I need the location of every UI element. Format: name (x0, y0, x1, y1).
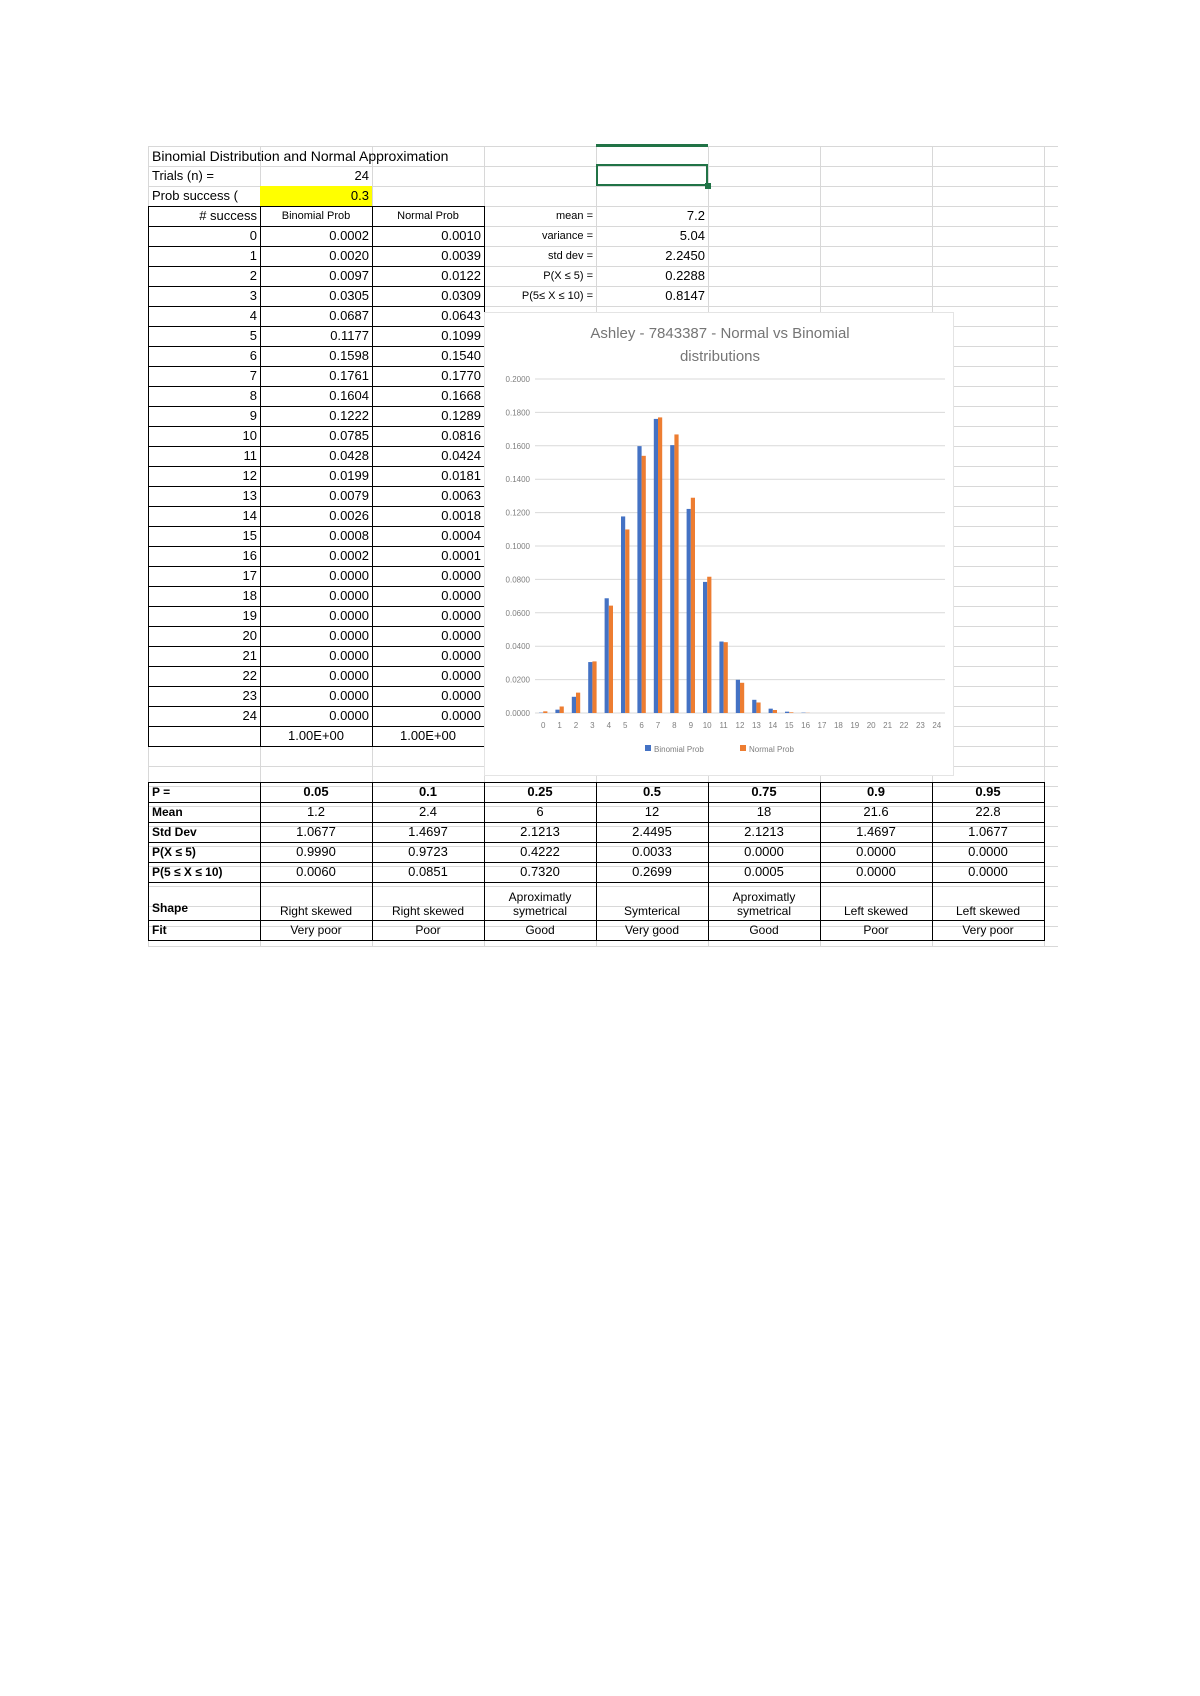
summary-row-label: Fit (152, 923, 167, 937)
summary-value: 1.4697 (408, 824, 448, 839)
y-tick-label: 0.1400 (505, 475, 530, 485)
normal-bar (707, 577, 711, 713)
success-count: 13 (242, 488, 257, 503)
summary-value: Poor (415, 923, 441, 937)
summary-value: 1.4697 (856, 824, 896, 839)
success-count: 0 (249, 228, 257, 243)
success-count: 19 (242, 608, 257, 623)
x-tick-label: 4 (606, 721, 612, 730)
success-count: 2 (249, 268, 257, 283)
summary-value: 0.75 (751, 784, 777, 799)
success-count: 23 (242, 688, 257, 703)
summary-value: 1.0677 (968, 824, 1008, 839)
normal-bar (691, 498, 695, 713)
success-count: 11 (243, 448, 257, 463)
summary-row-label: P(X ≤ 5) (152, 845, 196, 859)
success-count: 14 (242, 508, 257, 523)
success-count: 6 (249, 348, 257, 363)
chart-title: distributions (679, 348, 761, 365)
normal-prob: 0.0000 (441, 628, 481, 643)
normal-prob: 0.0018 (441, 508, 481, 523)
normal-prob: 0.0000 (441, 648, 481, 663)
x-tick-label: 21 (883, 721, 893, 730)
summary-value: 0.0000 (968, 844, 1008, 859)
x-tick-label: 13 (751, 721, 761, 730)
binomial-bar (572, 697, 576, 713)
success-count: 15 (242, 528, 257, 543)
summary-value: 2.4495 (632, 824, 672, 839)
x-tick-label: 11 (719, 721, 728, 730)
summary-value: 0.25 (527, 784, 553, 799)
summary-value: Aproximatly symetrical (732, 890, 796, 918)
header-binomial: Binomial Prob (281, 210, 351, 222)
stat-value: 5.04 (679, 228, 705, 243)
binomial-prob: 0.0026 (329, 508, 369, 523)
y-tick-label: 0.1800 (505, 408, 530, 418)
stat-label: mean = (556, 210, 593, 222)
summary-value: 0.0005 (744, 864, 784, 879)
binomial-prob: 0.1598 (329, 348, 369, 363)
summary-value: 0.0000 (856, 844, 896, 859)
normal-prob: 0.1099 (441, 328, 481, 343)
binomial-bar (654, 419, 658, 713)
fill-handle[interactable] (705, 183, 711, 189)
summary-value: 2.4 (418, 804, 438, 819)
normal-prob: 0.0000 (441, 608, 481, 623)
success-count: 21 (242, 648, 257, 663)
binomial-bar (703, 582, 707, 713)
summary-value: 0.0033 (632, 844, 672, 859)
stat-label: variance = (541, 230, 593, 242)
normal-prob: 0.0063 (441, 488, 481, 503)
x-tick-label: 3 (590, 721, 595, 730)
binomial-bar (752, 700, 756, 713)
binomial-bar (785, 712, 789, 713)
summary-value: Left skewed (843, 904, 909, 918)
success-count: 10 (242, 428, 257, 443)
y-tick-label: 0.0400 (505, 642, 530, 652)
column-header-indicator (596, 144, 708, 147)
summary-value: 22.8 (975, 804, 1001, 819)
success-count: 20 (242, 628, 257, 643)
x-tick-label: 24 (932, 721, 942, 730)
normal-prob: 0.0010 (441, 228, 481, 243)
binomial-prob: 0.0000 (329, 708, 369, 723)
x-tick-label: 15 (784, 721, 794, 730)
binomial-prob: 0.0305 (329, 288, 369, 303)
y-tick-label: 0.1600 (505, 441, 530, 451)
y-tick-label: 0.0200 (505, 675, 530, 685)
header-normal: Normal Prob (397, 210, 459, 222)
summary-value: 0.2699 (632, 864, 672, 879)
success-count: 18 (242, 588, 257, 603)
summary-row-label: P(5 ≤ X ≤ 10) (152, 865, 223, 879)
spreadsheet (148, 146, 1058, 946)
success-count: 16 (242, 548, 257, 563)
normal-bar (724, 642, 728, 713)
normal-prob: 0.0000 (441, 688, 481, 703)
binomial-total: 1.00E+00 (287, 728, 345, 743)
x-tick-label: 20 (866, 721, 876, 730)
chart-svg (485, 313, 955, 777)
binomial-prob: 0.0687 (329, 308, 369, 323)
summary-value: 0.0000 (856, 864, 896, 879)
summary-row-label: Mean (152, 805, 183, 819)
normal-prob: 0.0000 (441, 668, 481, 683)
x-tick-label: 22 (899, 721, 909, 730)
binomial-prob: 0.1604 (329, 388, 369, 403)
summary-value: 0.4222 (520, 844, 560, 859)
binomial-prob: 0.0020 (329, 248, 369, 263)
binomial-prob: 0.0000 (329, 668, 369, 683)
summary-value: 0.0060 (296, 864, 336, 879)
normal-prob: 0.1540 (441, 348, 481, 363)
legend-swatch-normal (740, 745, 746, 751)
summary-value: Very poor (962, 923, 1014, 937)
binomial-prob: 0.1177 (330, 328, 369, 343)
binomial-prob: 0.0079 (329, 488, 369, 503)
summary-value: Good (749, 923, 779, 937)
x-tick-label: 5 (622, 721, 628, 730)
header-success: # success (199, 208, 257, 223)
summary-value: 0.0000 (744, 844, 784, 859)
normal-prob: 0.0643 (441, 308, 481, 323)
normal-bar (576, 693, 580, 713)
gridline (148, 946, 1058, 947)
success-count: 7 (249, 368, 257, 383)
trials-label: Trials (n) = (152, 168, 214, 183)
summary-value: 0.1 (418, 784, 438, 799)
normal-prob: 0.0181 (441, 468, 481, 483)
success-count: 22 (242, 668, 257, 683)
x-tick-label: 1 (557, 721, 562, 730)
summary-value: 0.05 (303, 784, 329, 799)
binomial-bar (588, 662, 592, 713)
binomial-prob: 0.1222 (329, 408, 369, 423)
summary-value: Aproximatly symetrical (508, 890, 572, 918)
x-tick-label: 16 (801, 721, 811, 730)
normal-total: 1.00E+00 (399, 728, 457, 743)
normal-prob: 0.0039 (441, 248, 481, 263)
summary-value: 0.9990 (296, 844, 336, 859)
normal-prob: 0.0424 (441, 448, 481, 463)
summary-value: 1.2 (306, 804, 326, 819)
binomial-prob: 0.0000 (329, 688, 369, 703)
success-count: 5 (249, 328, 257, 343)
summary-value: Poor (863, 923, 889, 937)
binomial-bar (687, 509, 691, 713)
success-count: 8 (249, 388, 257, 403)
y-tick-label: 0.0800 (505, 575, 530, 585)
summary-value: 0.5 (642, 784, 662, 799)
x-tick-label: 14 (768, 721, 778, 730)
normal-bar (674, 434, 678, 713)
binomial-prob: 0.0002 (329, 228, 369, 243)
x-tick-label: 6 (639, 721, 644, 730)
stat-label: std dev = (548, 250, 593, 262)
summary-value: Right skewed (391, 904, 465, 918)
prob-label: Prob success ( (152, 188, 238, 203)
legend-label-binomial: Binomial Prob (654, 745, 704, 754)
summary-row-label: Std Dev (152, 825, 197, 839)
summary-value: Very poor (290, 923, 342, 937)
selected-cell[interactable] (596, 164, 708, 186)
binomial-bar (769, 709, 773, 713)
x-tick-label: 2 (573, 721, 579, 730)
success-count: 17 (242, 568, 257, 583)
normal-prob: 0.0816 (441, 428, 481, 443)
stat-value: 2.2450 (665, 248, 705, 263)
summary-value: 0.95 (975, 784, 1001, 799)
normal-bar (543, 711, 547, 713)
x-tick-label: 23 (915, 721, 925, 730)
binomial-prob: 0.0000 (329, 568, 369, 583)
binomial-bar (637, 446, 641, 713)
summary-value: 2.1213 (744, 824, 784, 839)
summary-value: 18 (756, 804, 772, 819)
summary-value: Symterical (623, 904, 680, 918)
normal-prob: 0.0000 (441, 568, 481, 583)
chart[interactable] (484, 312, 954, 776)
summary-value: 0.7320 (520, 864, 560, 879)
stat-value: 0.8147 (665, 288, 705, 303)
summary-row-label: Shape (152, 901, 189, 915)
normal-bar (756, 702, 760, 713)
success-count: 4 (249, 308, 257, 323)
success-count: 3 (249, 288, 257, 303)
summary-value: Right skewed (279, 904, 353, 918)
normal-bar (642, 456, 646, 713)
normal-prob: 0.0001 (441, 548, 481, 563)
summary-row-label: P = (152, 785, 171, 799)
normal-bar (609, 606, 613, 713)
x-tick-label: 10 (702, 721, 712, 730)
y-tick-label: 0.0600 (505, 608, 530, 618)
summary-value: Very good (624, 923, 680, 937)
summary-value: 0.0851 (408, 864, 448, 879)
normal-prob: 0.0000 (441, 588, 481, 603)
chart-title: Ashley - 7843387 - Normal vs Binomial (590, 325, 850, 342)
normal-bar (789, 712, 793, 713)
binomial-prob: 0.0008 (329, 528, 369, 543)
legend-swatch-binomial (645, 745, 651, 751)
summary-value: 6 (536, 804, 544, 819)
x-tick-label: 17 (817, 721, 827, 730)
y-tick-label: 0.0000 (505, 709, 530, 718)
binomial-prob: 0.0000 (329, 588, 369, 603)
summary-value: 0.0000 (968, 864, 1008, 879)
legend-label-normal: Normal Prob (749, 745, 794, 754)
binomial-prob: 0.0428 (329, 448, 369, 463)
x-tick-label: 8 (672, 721, 677, 730)
binomial-prob: 0.0002 (329, 548, 369, 563)
normal-prob: 0.0122 (441, 268, 481, 283)
success-count: 1 (249, 248, 257, 263)
summary-value: 12 (644, 804, 660, 819)
binomial-prob: 0.0785 (329, 428, 369, 443)
normal-prob: 0.0000 (441, 708, 481, 723)
success-count: 24 (242, 708, 257, 723)
x-tick-label: 18 (833, 721, 843, 730)
x-tick-label: 0 (540, 721, 546, 730)
binomial-bar (621, 516, 625, 713)
prob-value: 0.3 (260, 186, 372, 206)
x-tick-label: 19 (850, 721, 860, 730)
binomial-prob: 0.0000 (329, 608, 369, 623)
x-tick-label: 12 (735, 721, 745, 730)
binomial-bar (555, 710, 559, 713)
y-tick-label: 0.1000 (505, 542, 530, 551)
summary-value: 0.9723 (408, 844, 448, 859)
normal-prob: 0.0309 (441, 288, 481, 303)
summary-value: 1.0677 (296, 824, 336, 839)
stat-label: P(5≤ X ≤ 10) = (521, 290, 593, 302)
binomial-prob: 0.1761 (329, 368, 369, 383)
summary-value: 21.6 (863, 804, 889, 819)
normal-prob: 0.1668 (441, 388, 481, 403)
table-cell (148, 726, 261, 747)
normal-prob: 0.1770 (441, 368, 481, 383)
sheet-title: Binomial Distribution and Normal Approximation (152, 148, 449, 164)
stat-label: P(X ≤ 5) = (543, 270, 593, 282)
binomial-prob: 0.0097 (329, 268, 369, 283)
binomial-bar (670, 445, 674, 713)
stat-value: 7.2 (686, 208, 705, 223)
binomial-bar (736, 680, 740, 713)
normal-bar (658, 417, 662, 713)
binomial-prob: 0.0000 (329, 628, 369, 643)
normal-prob: 0.1289 (441, 408, 481, 423)
binomial-bar (605, 598, 609, 713)
binomial-prob: 0.0000 (329, 648, 369, 663)
normal-bar (773, 710, 777, 713)
normal-bar (560, 706, 564, 713)
binomial-prob: 0.0199 (329, 468, 369, 483)
stat-value: 0.2288 (665, 268, 705, 283)
success-count: 9 (249, 408, 257, 423)
x-tick-label: 7 (655, 721, 661, 730)
y-tick-label: 0.2000 (505, 375, 530, 384)
summary-value: Left skewed (955, 904, 1021, 918)
summary-value: 2.1213 (520, 824, 560, 839)
normal-prob: 0.0004 (441, 528, 481, 543)
normal-bar (625, 529, 629, 713)
summary-value: 0.9 (866, 784, 886, 799)
normal-bar (592, 661, 596, 713)
binomial-bar (719, 642, 723, 713)
summary-value: Good (525, 923, 555, 937)
x-tick-label: 9 (688, 721, 694, 730)
success-count: 12 (242, 468, 257, 483)
normal-bar (740, 683, 744, 713)
y-tick-label: 0.1200 (505, 508, 530, 518)
trials-value: 24 (354, 168, 369, 183)
